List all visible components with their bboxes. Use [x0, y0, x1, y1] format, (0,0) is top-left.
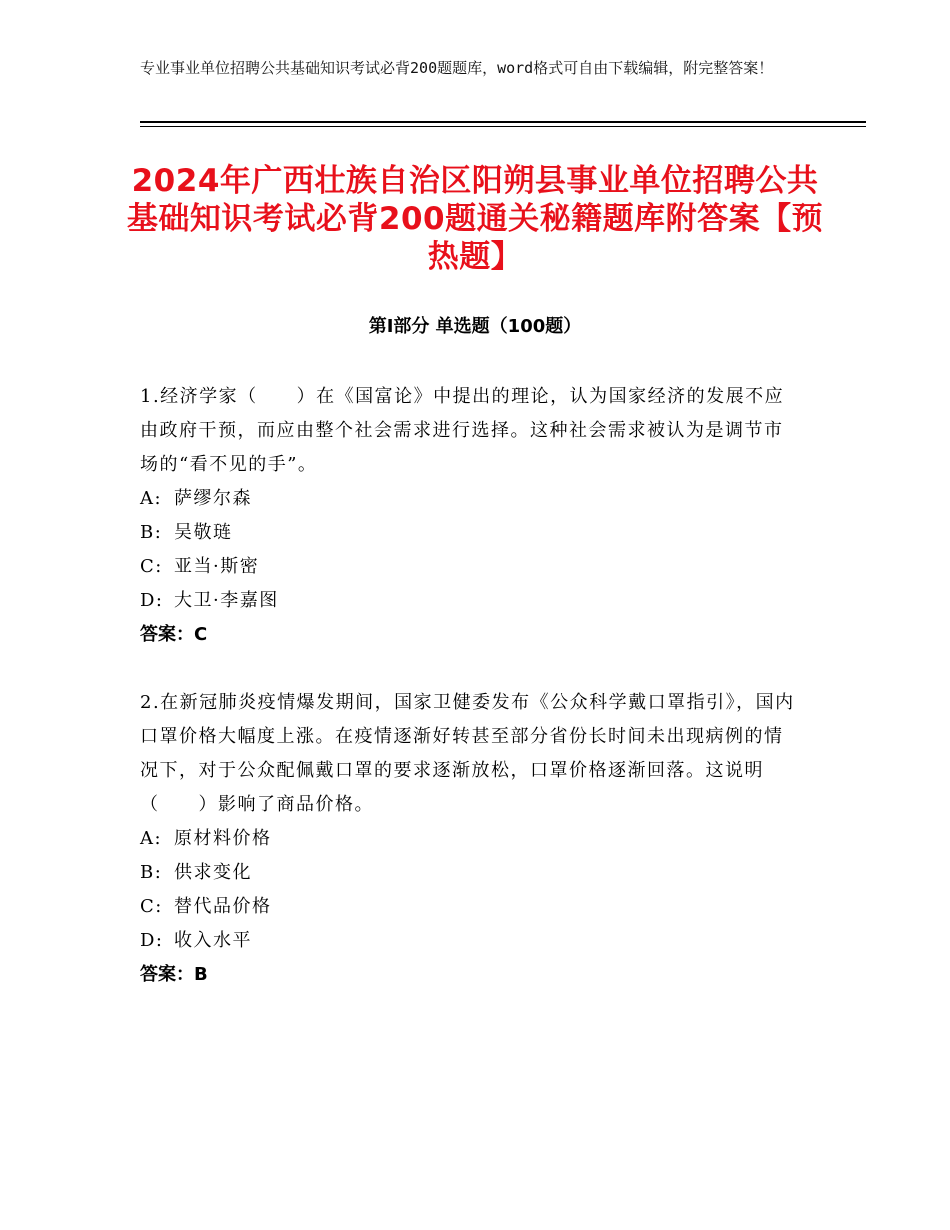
option-a	[140, 482, 800, 516]
answer: 答案：B	[140, 964, 208, 985]
option-text: 萨缪尔森	[174, 488, 252, 509]
header-rule-thin	[140, 126, 866, 127]
question-1	[140, 380, 800, 652]
header-rule-thick	[140, 121, 866, 123]
option-key: B:	[140, 862, 163, 883]
option-a	[140, 822, 800, 856]
document-title: 2024年广西壮族自治区阳朔县事业单位招聘公共基础知识考试必背200题通关秘籍题库附答案【预热题】	[126, 163, 824, 275]
option-c	[140, 890, 800, 924]
option-text: 供求变化	[174, 862, 252, 883]
option-c	[140, 550, 800, 584]
option-text: 大卫·李嘉图	[174, 590, 279, 611]
option-key: C:	[140, 896, 163, 917]
section-heading: 第Ⅰ部分 单选题（100题）	[368, 316, 582, 337]
option-b	[140, 516, 800, 550]
option-text: 吴敬琏	[174, 522, 233, 543]
option-d	[140, 584, 800, 618]
option-text: 亚当·斯密	[174, 556, 260, 577]
option-key: D:	[140, 590, 164, 611]
option-key: A:	[140, 828, 163, 849]
option-key: A:	[140, 488, 163, 509]
answer: 答案：C	[140, 624, 208, 645]
option-text: 原材料价格	[174, 828, 272, 849]
option-text: 收入水平	[174, 930, 252, 951]
option-key: B:	[140, 522, 163, 543]
option-d	[140, 924, 800, 958]
option-key: D:	[140, 930, 164, 951]
question-text: 2.在新冠肺炎疫情爆发期间，国家卫健委发布《公众科学戴口罩指引》，国内口罩价格大幅度上涨。在疫情逐渐好转甚至部分省份长时间未出现病例的情况下，对于公众配佩戴口罩的要求逐渐放松，口罩价格逐渐回落。这说明（ ）影响了商品价格。	[140, 692, 795, 815]
option-b	[140, 856, 800, 890]
header-note: 专业事业单位招聘公共基础知识考试必背200题题库，word格式可自由下载编辑，附完整答案！	[140, 59, 774, 77]
question-2	[140, 686, 800, 992]
option-text: 替代品价格	[174, 896, 272, 917]
question-text: 1.经济学家（ ）在《国富论》中提出的理论，认为国家经济的发展不应由政府干预，而应由整个社会需求进行选择。这种社会需求被认为是调节市场的“看不见的手”。	[140, 386, 785, 475]
option-key: C:	[140, 556, 163, 577]
